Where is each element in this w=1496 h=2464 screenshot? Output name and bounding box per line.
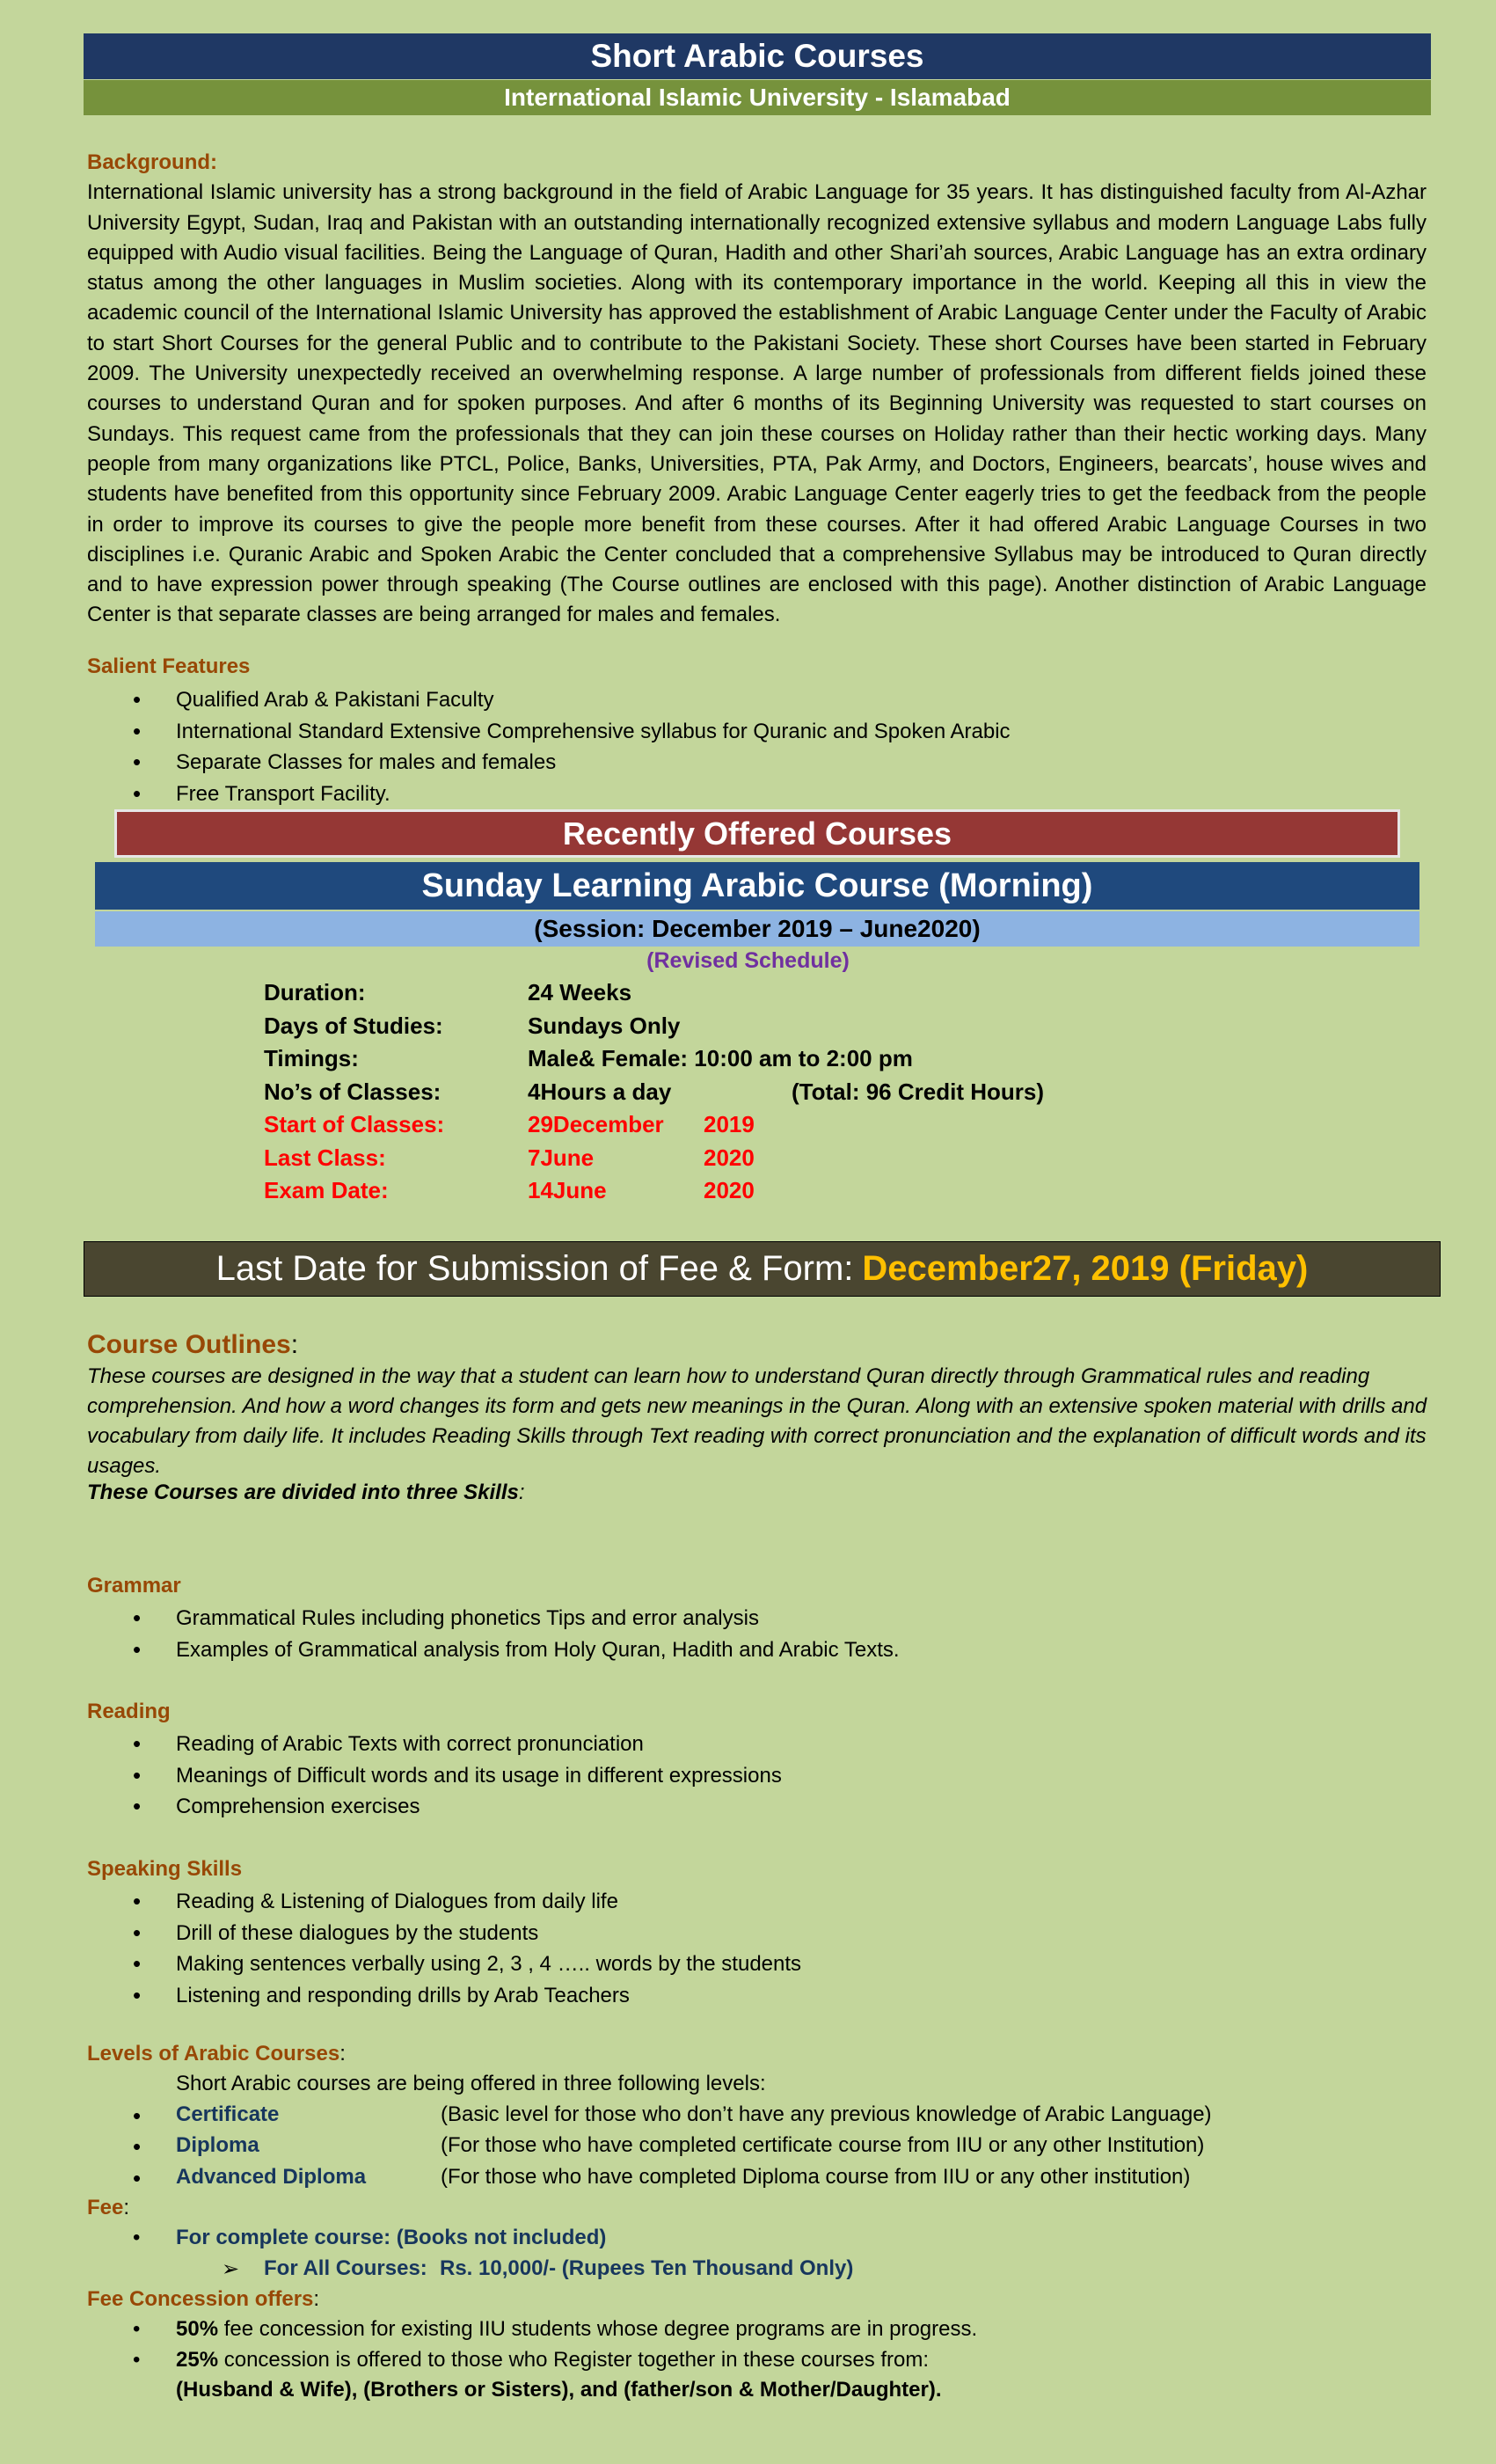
- university-subtitle: International Islamic University - Islamabad: [84, 80, 1431, 115]
- level-desc: (For those who have completed certificate course from IIU or any other Institution): [441, 2133, 1205, 2157]
- level-desc: (For those who have completed Diploma course from IIU or any other institution): [441, 2165, 1191, 2189]
- duration-value: 24 Weeks: [528, 979, 632, 1005]
- list-item: • Qualified Arab & Pakistani Faculty: [87, 684, 1011, 716]
- level-name: Advanced Diploma: [176, 2165, 367, 2189]
- deadline-label: Last Date for Submission of Fee & Form:: [215, 1249, 854, 1288]
- exam-date-value: 14June: [528, 1177, 607, 1203]
- course-outlines-colon: :: [290, 1330, 299, 1359]
- grammar-heading: Grammar: [87, 1574, 181, 1598]
- salient-features-list: [87, 684, 1011, 809]
- level-name: Certificate: [176, 2102, 280, 2126]
- list-item: • Free Transport Facility.: [87, 779, 1011, 810]
- reading-list: [87, 1729, 782, 1823]
- concession-heading: [87, 2287, 319, 2312]
- reading-heading: Reading: [87, 1700, 171, 1723]
- arrow-bullet-icon: ➢: [222, 2257, 240, 2281]
- days-value: Sundays Only: [528, 1013, 681, 1039]
- skills-note-colon: :: [518, 1481, 525, 1504]
- start-value: 29December: [528, 1111, 664, 1137]
- classes-total: (Total: 96 Credit Hours): [792, 1078, 1044, 1105]
- speaking-list: [87, 1886, 801, 2011]
- list-item: • Comprehension exercises: [87, 1791, 782, 1823]
- concession-desc: concession is offered to those who Register together in these courses from:: [218, 2348, 930, 2372]
- list-item: • International Standard Extensive Comprehensive syllabus for Quranic and Spoken Arabic: [87, 716, 1011, 748]
- deadline-banner: [84, 1241, 1441, 1297]
- list-item: • Reading of Arabic Texts with correct pronunciation: [87, 1729, 782, 1760]
- course-title: Sunday Learning Arabic Course (Morning): [95, 862, 1419, 910]
- concession-item: [176, 2317, 977, 2342]
- concession-title: Fee Concession offers: [87, 2287, 314, 2311]
- bullet-icon: •: [133, 2348, 141, 2372]
- start-year: 2019: [704, 1111, 755, 1137]
- last-class-value: 7June: [528, 1144, 595, 1171]
- levels-heading: [87, 2042, 346, 2066]
- levels-colon: :: [339, 2042, 346, 2066]
- level-desc: (Basic level for those who don’t have any previous knowledge of Arabic Language): [441, 2102, 1212, 2126]
- skills-note: [87, 1481, 525, 1505]
- fee-heading: [87, 2196, 129, 2220]
- concession-colon: :: [313, 2287, 320, 2311]
- background-section: [87, 148, 1427, 631]
- list-item: • Making sentences verbally using 2, 3 , 4 ….. words by the students: [87, 1949, 801, 1980]
- fee-all-courses-label: For All Courses:: [264, 2256, 427, 2280]
- skills-note-bold: These Courses are divided into three Skills: [87, 1481, 519, 1504]
- level-name: Diploma: [176, 2133, 259, 2157]
- deadline-date: December27, 2019 (Friday): [862, 1249, 1309, 1288]
- list-item: • Examples of Grammatical analysis from Holy Quran, Hadith and Arabic Texts.: [87, 1634, 900, 1666]
- fee-colon: :: [123, 2196, 130, 2219]
- bullet-icon: •: [133, 2317, 141, 2341]
- list-item: • Meanings of Difficult words and its usage in different expressions: [87, 1760, 782, 1792]
- fee-complete-course: For complete course: (Books not included): [176, 2226, 607, 2249]
- classes-label: No’s of Classes:: [264, 1078, 442, 1105]
- course-outlines-heading: [87, 1330, 298, 1360]
- last-class-label: Last Class:: [264, 1144, 386, 1171]
- list-item: • Reading & Listening of Dialogues from daily life: [87, 1886, 801, 1918]
- duration-label: Duration:: [264, 979, 366, 1005]
- concession-item: [176, 2348, 929, 2373]
- grammar-list: [87, 1603, 900, 1665]
- bullet-icon: •: [133, 2133, 142, 2160]
- exam-date-label: Exam Date:: [264, 1177, 389, 1203]
- recently-offered-heading: Recently Offered Courses: [114, 809, 1400, 858]
- concession-percent: 50%: [176, 2317, 219, 2341]
- list-item: • Grammatical Rules including phonetics Tips and error analysis: [87, 1603, 900, 1634]
- session-label: (Session: December 2019 – June2020): [95, 911, 1419, 947]
- salient-features-heading: Salient Features: [87, 654, 251, 678]
- background-heading: Background:: [87, 150, 218, 174]
- days-label: Days of Studies:: [264, 1013, 443, 1039]
- bullet-icon: •: [133, 2102, 142, 2129]
- classes-value: 4Hours a day: [528, 1078, 672, 1105]
- start-label: Start of Classes:: [264, 1111, 445, 1137]
- last-class-year: 2020: [704, 1144, 755, 1171]
- course-outlines-text: These courses are designed in the way that a student can learn how to understand Quran directly through Grammatical rules and reading comprehension. And how a word changes its form and gets new meanings in the Quran. Along with an extensive spoken material with drills and vocabulary from daily life. It includes Reading Skills through Text reading with correct pronunciation and the explanation of difficult words and its usages.: [87, 1364, 1427, 1478]
- exam-date-year: 2020: [704, 1177, 755, 1203]
- bullet-icon: •: [133, 2165, 142, 2191]
- timings-value: Male& Female: 10:00 am to 2:00 pm: [528, 1045, 913, 1071]
- bullet-icon: •: [133, 2226, 141, 2249]
- course-outlines-title: Course Outlines: [87, 1330, 291, 1359]
- speaking-heading: Speaking Skills: [87, 1857, 243, 1881]
- concession-relations: (Husband & Wife), (Brothers or Sisters), and (father/son & Mother/Daughter).: [176, 2378, 942, 2402]
- concession-desc: fee concession for existing IIU students whose degree programs are in progress.: [218, 2317, 978, 2341]
- list-item: • Separate Classes for males and females: [87, 747, 1011, 779]
- list-item: • Listening and responding drills by Arab Teachers: [87, 1980, 801, 2012]
- background-text: International Islamic university has a strong background in the field of Arabic Language for 35 years. It has distinguished faculty from Al-Azhar University Egypt, Sudan, Iraq and Pakistan with an outstanding internationally recognized extensive syllabus and modern Language Labs fully equipped with Audio visual facilities. Being the Language of Quran, Hadith and other Shari’ah sources, Arabic Language has an extra ordinary status among the other languages in Muslim societies. Along with its contemporary importance in the world. Keeping all this in view the academic council of the International Islamic University has approved the establishment of Arabic Language Center under the Faculty of Arabic to start Short Courses for the general Public and to contribute to the Pakistani Society. These short Courses have been started in February 2009. The University unexpectedly received an overwhelming response. A large number of professionals from different fields joined these courses to understand Quran and for spoken purposes. And after 6 months of its Beginning University was requested to start courses on Sundays. This request came from the professionals that they can join these courses on Holiday rather than their hectic working days. Many people from many organizations like PTCL, Police, Banks, Universities, PTA, Pak Army, and Doctors, Engineers, bearcats’, house wives and students have benefited from this opportunity since February 2009. Arabic Language Center eagerly tries to get the feedback from the people in order to improve its courses to give the people more benefit from these courses. After it had offered Arabic Language Courses in two disciplines i.e. Quranic Arabic and Spoken Arabic the Center concluded that a comprehensive Syllabus may be introduced to Quran directly and to have expression power through speaking (The Course outlines are enclosed with this page). Another distinction of Arabic Language Center is that separate classes are being arranged for males and females.: [87, 180, 1427, 627]
- timings-label: Timings:: [264, 1045, 359, 1071]
- fee-all-courses-value: Rs. 10,000/- (Rupees Ten Thousand Only): [440, 2256, 854, 2280]
- levels-intro: Short Arabic courses are being offered in three following levels:: [176, 2072, 766, 2095]
- levels-title: Levels of Arabic Courses: [87, 2042, 340, 2066]
- revised-schedule-label: (Revised Schedule): [646, 948, 850, 973]
- page-title: Short Arabic Courses: [84, 33, 1431, 79]
- concession-percent: 25%: [176, 2348, 219, 2372]
- list-item: • Drill of these dialogues by the students: [87, 1918, 801, 1949]
- fee-title: Fee: [87, 2196, 124, 2219]
